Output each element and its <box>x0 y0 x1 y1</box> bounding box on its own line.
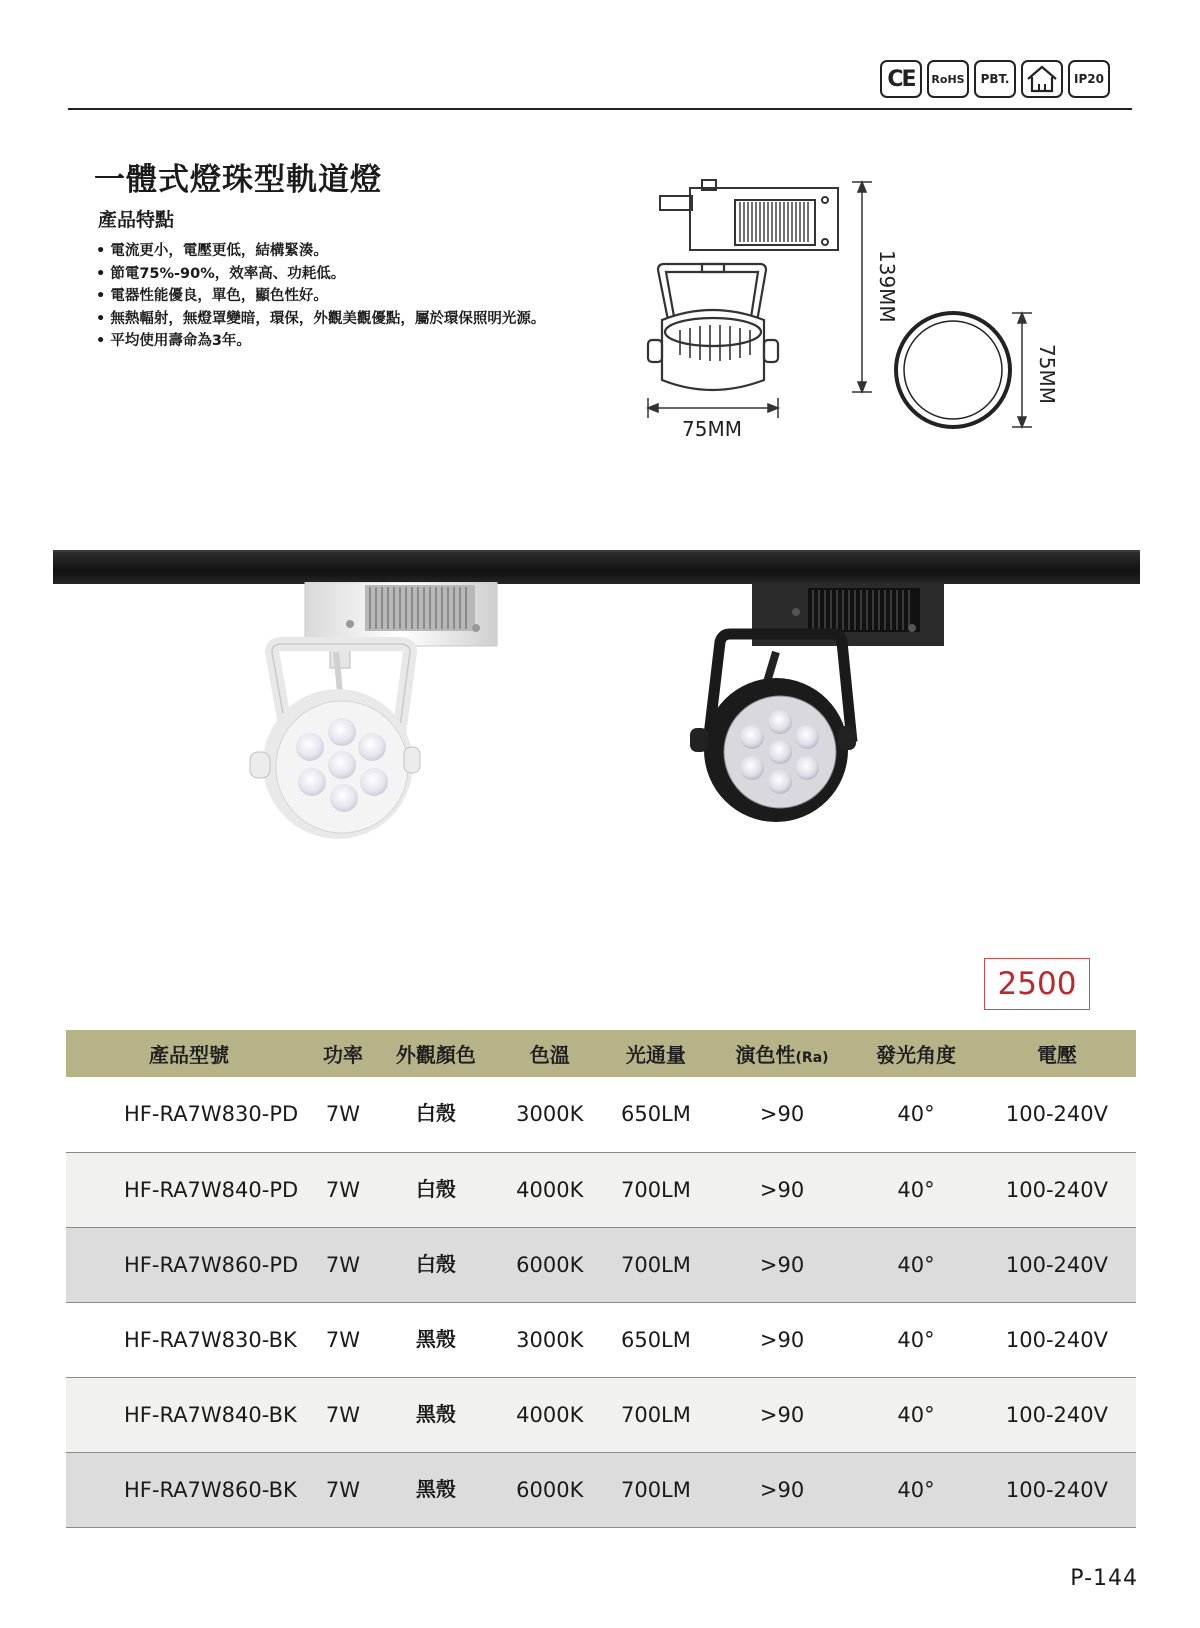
cell-cri: >90 <box>710 1077 854 1152</box>
cell-model: HF-RA7W830-BK <box>66 1302 312 1377</box>
track-adapter-drawing <box>660 180 838 250</box>
cell-voltage: 100-240V <box>978 1452 1136 1527</box>
cell-voltage: 100-240V <box>978 1302 1136 1377</box>
dimension-diagram <box>640 170 1100 460</box>
white-track-light-photo <box>250 582 497 839</box>
pbt-badge: PBT. <box>974 60 1016 98</box>
header-power: 功率 <box>312 1030 374 1077</box>
feature-item: • 平均使用壽命為3年。 <box>96 330 545 353</box>
table-row <box>66 1077 1136 1152</box>
cell-power: 7W <box>312 1077 374 1152</box>
cell-model: HF-RA7W840-BK <box>66 1377 312 1452</box>
header-lumen: 光通量 <box>602 1030 710 1077</box>
header-voltage: 電壓 <box>978 1030 1136 1077</box>
header-model: 產品型號 <box>66 1030 312 1077</box>
header-cri-label: 演色性 <box>735 1043 796 1067</box>
cell-color: 白殼 <box>374 1152 498 1227</box>
cell-color: 黑殼 <box>374 1377 498 1452</box>
ce-mark-badge: CE <box>880 60 922 98</box>
cell-lumen: 700LM <box>602 1227 710 1302</box>
cell-cct: 6000K <box>498 1452 602 1527</box>
header-color: 外觀顏色 <box>374 1030 498 1077</box>
cell-model: HF-RA7W860-BK <box>66 1452 312 1527</box>
cell-color: 黑殼 <box>374 1452 498 1527</box>
cell-cct: 4000K <box>498 1377 602 1452</box>
table-row <box>66 1227 1136 1302</box>
cell-cri: >90 <box>710 1227 854 1302</box>
feature-item: • 電流更小，電壓更低，結構緊湊。 <box>96 240 545 263</box>
rohs-badge: RoHS <box>927 60 969 98</box>
cell-cri: >90 <box>710 1452 854 1527</box>
cell-angle: 40° <box>854 1452 978 1527</box>
cell-cct: 6000K <box>498 1227 602 1302</box>
cell-power: 7W <box>312 1302 374 1377</box>
feature-item: • 節電75%-90%，效率高、功耗低。 <box>96 263 545 286</box>
header-cri-unit: (Ra) <box>795 1050 829 1066</box>
product-title: 一體式燈珠型軌道燈 <box>94 162 382 198</box>
cell-power: 7W <box>312 1452 374 1527</box>
table-row <box>66 1452 1136 1527</box>
product-photos <box>0 582 1200 882</box>
table-row <box>66 1302 1136 1377</box>
header-cct: 色溫 <box>498 1030 602 1077</box>
cell-lumen: 700LM <box>602 1377 710 1452</box>
cell-model: HF-RA7W830-PD <box>66 1077 312 1152</box>
cell-angle: 40° <box>854 1152 978 1227</box>
table-row <box>66 1152 1136 1227</box>
cell-lumen: 700LM <box>602 1152 710 1227</box>
spec-table <box>66 1030 1136 1528</box>
black-track-light-photo <box>690 582 944 822</box>
diameter-dimension-line <box>1012 313 1032 427</box>
cell-cri: >90 <box>710 1377 854 1452</box>
cell-color: 白殼 <box>374 1227 498 1302</box>
cell-power: 7W <box>312 1152 374 1227</box>
features-list <box>96 240 545 353</box>
certification-badges <box>880 60 1110 98</box>
cell-angle: 40° <box>854 1377 978 1452</box>
features-heading: 產品特點 <box>98 209 175 231</box>
cell-lumen: 650LM <box>602 1302 710 1377</box>
cell-model: HF-RA7W840-PD <box>66 1152 312 1227</box>
cell-cct: 4000K <box>498 1152 602 1227</box>
lamp-head-drawing <box>648 264 778 390</box>
ip20-badge: IP20 <box>1068 60 1110 98</box>
table-header-row <box>66 1030 1136 1077</box>
width-dimension-label: 75MM <box>682 417 742 441</box>
feature-item: • 無熱輻射，無燈罩變暗，環保，外觀美觀優點，屬於環保照明光源。 <box>96 308 545 331</box>
cell-angle: 40° <box>854 1302 978 1377</box>
cell-color: 白殼 <box>374 1077 498 1152</box>
width-dimension-line <box>648 398 778 418</box>
cell-voltage: 100-240V <box>978 1077 1136 1152</box>
cell-cct: 3000K <box>498 1302 602 1377</box>
cell-angle: 40° <box>854 1227 978 1302</box>
cell-voltage: 100-240V <box>978 1377 1136 1452</box>
cell-cct: 3000K <box>498 1077 602 1152</box>
feature-item: • 電器性能優良，單色，顯色性好。 <box>96 285 545 308</box>
cell-voltage: 100-240V <box>978 1152 1136 1227</box>
cell-voltage: 100-240V <box>978 1227 1136 1302</box>
table-row <box>66 1377 1136 1452</box>
cell-color: 黑殼 <box>374 1302 498 1377</box>
cell-cri: >90 <box>710 1302 854 1377</box>
cell-angle: 40° <box>854 1077 978 1152</box>
header-rule <box>68 108 1132 110</box>
height-dimension-label: 139MM <box>875 250 899 323</box>
cell-model: HF-RA7W860-PD <box>66 1227 312 1302</box>
cell-power: 7W <box>312 1377 374 1452</box>
header-cri <box>710 1030 854 1077</box>
track-rail <box>53 550 1140 584</box>
height-dimension-line <box>852 182 872 392</box>
diameter-dimension-label: 75MM <box>1035 344 1059 404</box>
page-number: P-144 <box>1070 1566 1138 1591</box>
indoor-house-icon <box>1021 60 1063 98</box>
cell-power: 7W <box>312 1227 374 1302</box>
cell-cri: >90 <box>710 1152 854 1227</box>
cell-lumen: 650LM <box>602 1077 710 1152</box>
cell-lumen: 700LM <box>602 1452 710 1527</box>
header-angle: 發光角度 <box>854 1030 978 1077</box>
front-view-circle <box>896 313 1010 427</box>
price-tag: 2500 <box>984 958 1090 1010</box>
